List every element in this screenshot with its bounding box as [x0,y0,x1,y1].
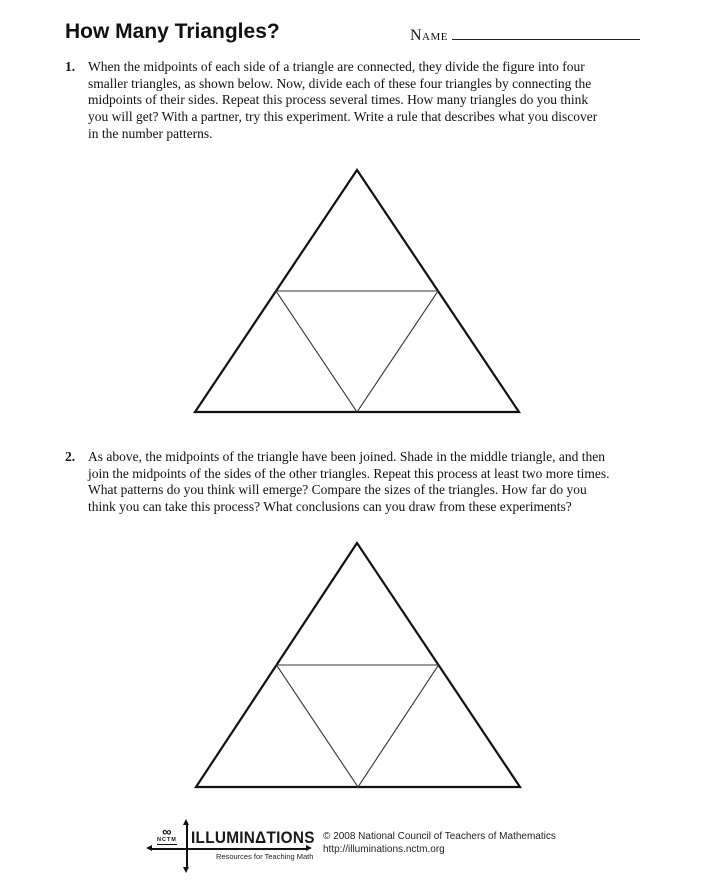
question-line: you will get? With a partner, try this experiment. Write a rule that describes what you discover [88,109,598,125]
question-line: join the midpoints of the sides of the other triangles. Repeat this process at least two more times. [88,465,610,481]
question-line: midpoints of their sides. Repeat this process several times. How many triangles do you think [88,92,589,108]
question-line: When the midpoints of each side of a triangle are connected, they divide the figure into four [88,59,585,74]
question-2-number: 2. [65,449,76,464]
infinity-icon: ∞ [162,824,172,839]
triangle-diagram-1 [188,162,528,418]
question-1-text [88,59,597,143]
inner-midpoint-triangle [277,665,439,787]
logo-tagline: Resources for Teaching Math [216,852,314,861]
nctm-mark [157,826,177,845]
footer-credits [323,831,556,857]
axis-vertical-icon [186,824,188,868]
illuminations-wordmark: ILLUMINΔTIONS [191,829,315,847]
nctm-label: NCTM [157,837,177,843]
question-line: think you can take this process? What conclusions can you draw from these experiments? [88,499,572,515]
name-field [410,26,640,45]
name-label: Name [410,27,448,44]
triangle-diagram-2 [188,535,528,793]
inner-midpoint-triangle [276,291,438,412]
question-line: As above, the midpoints of the triangle have been joined. Shade in the middle triangle, and then [88,449,605,464]
question-line: in the number patterns. [88,125,213,141]
question-1-number: 1. [65,59,76,74]
illuminations-logo [150,820,318,878]
name-blank-line [452,26,640,40]
page-title: How Many Triangles? [65,20,280,43]
question-line: smaller triangles, as shown below. Now, divide each of these four triangles by connecting the [88,75,592,91]
axis-horizontal-icon [151,848,307,850]
footer-url: http://illuminations.nctm.org [323,843,445,855]
question-line: What patterns do you think will emerge? Compare the sizes of the triangles. How far do you [88,482,587,498]
copyright-text: © 2008 National Council of Teachers of Mathematics [323,831,556,842]
question-2-text [88,449,610,516]
